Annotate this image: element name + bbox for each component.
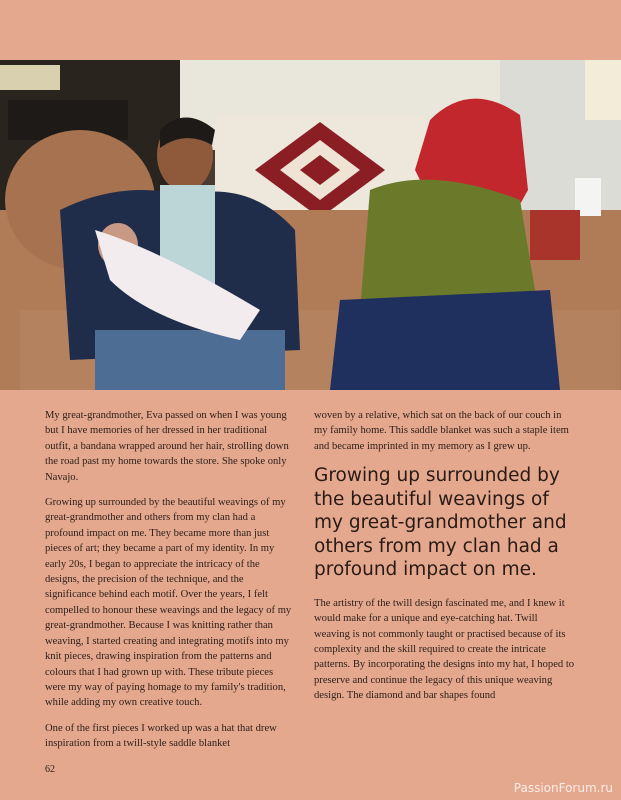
paragraph-twill: The artistry of the twill design fascinated me, and I knew it would make for a unique and eye-catching hat. Twill weaving is not commonly taught or practised because of its complexity and the skill required to create the intricate patterns. By incorporating the designs into my hat, I hoped to preserve and continue the legacy of this unique weaving design. The diamond and bar shapes found bbox=[314, 597, 575, 702]
paragraph-intro: My great-grandmother, Eva passed on when I was young but I have memories of her dressed in her traditional outfit, a bandana wrapped around her hair, strolling down the road past my home towards the store. She spoke only Navajo. bbox=[45, 410, 289, 483]
article-column-left bbox=[45, 408, 293, 762]
photo bbox=[0, 60, 621, 390]
paragraph-growing-up: Growing up surrounded by the beautiful weavings of my great-grandmother and others from my clan had a profound impact on me. They became more than just pieces of art; they became a part of my identity. In my early 20s, I began to appreciate the intricacy of the designs, the precision of the technique, and the significance behind each motif. Over the years, I felt compelled to honour these weavings and the legacy of my great-grandmother. Because I was knitting rather than weaving, I started creating and integrating motifs into my knit pieces, drawing inspiration from the patterns and colours that I had grown up with. These tribute pieces were my way of paying homage to my family's tradition, while adding my own creative touch. bbox=[45, 497, 292, 709]
photo-illustration bbox=[0, 60, 621, 390]
paragraph-first-pieces: One of the first pieces I worked up was a hat that drew inspiration from a twill-style saddle blanket bbox=[45, 722, 277, 750]
pull-quote: Growing up surrounded by the beautiful weavings of my great-grandmother and others from my clan had a profound impact on me. bbox=[314, 465, 567, 581]
paragraph-saddle-blanket: woven by a relative, which sat on the back of our couch in my family home. This saddle blanket was such a staple item and became imprinted in my memory as I grew up. bbox=[314, 410, 569, 452]
article-column-right bbox=[314, 408, 576, 714]
watermark: PassionForum.ru bbox=[513, 781, 613, 795]
page-number: 62 bbox=[45, 764, 55, 775]
